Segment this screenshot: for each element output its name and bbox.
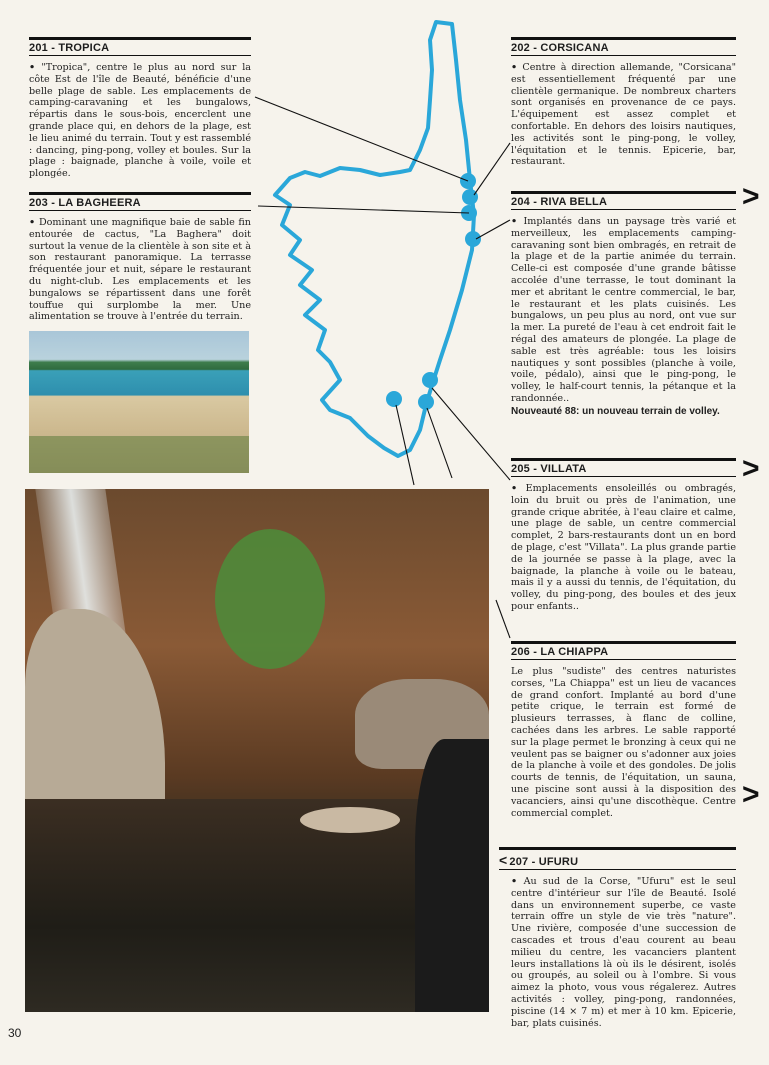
- marker-206: [418, 394, 434, 410]
- bullet-icon: •: [511, 62, 523, 73]
- bullet-icon: •: [29, 62, 42, 73]
- section-text: "Tropica", centre le plus au nord sur la côte Est de l'île de Beauté, bénéficie d'une belle plage de sable. Les emplacements de camping-caravaning et les bungalows, répartis dans le sous-bois, encerclent une grande place qui, en dehors de la plage, est le lieu animé du terrain. Tout y est rassemblé : dancing, ping-pong, volley et boules. Sur la plage : baignade, planche à voile, voile et plongée.: [29, 62, 251, 180]
- section-text: Emplacements ensoleillés ou ombragés, loin du bruit ou près de l'animation, une grande crique abritée, à l'eau claire et calme, une plage de sable, un centre commercial complet, 2 bars-restaurants dont un en bord de plage, c'est "Villata". La plus grande partie de la journée se passe à la plage, avec la baignade, la planche à voile ou le bateau, mais il y a aussi du tennis, de l'équitation, du volley, du ping-pong, des boules et des jeux pour enfants..: [511, 483, 736, 612]
- section-205: [511, 458, 736, 613]
- bullet-icon: •: [29, 217, 39, 228]
- section-title: 201 - TROPICA: [29, 37, 251, 56]
- section-text: Implantés dans un paysage très varié et merveilleux, les emplacements camping-caravaning sont bien ombragés, en retrait de la plage et de la partie animée du terrain. Celle-ci est composée d'une grande bâtisse accolée d'une terrasse, le tout dominant la mer et abritant le centre commercial, le bar, le restaurant et les plats cuisinés. Les bungalows, un peu plus au nord, ont vue sur la mer. La pureté de l'eau à cet endroit fait le régal des amateurs de plongée. La plage de sable est très agréable: tous les loisirs nautiques y sont possibles (planche à voile, voile, pédalo), ainsi que le ping-pong, le volley, le half-court tennis, la pétanque et la randonnée..: [511, 216, 737, 404]
- marker-205: [422, 372, 438, 388]
- arrow-left-icon: <: [499, 852, 508, 868]
- section-text: Le plus "sudiste" des centres naturistes corses, "La Chiappa" est un lieu de vacances de grand confort. Implanté au bord d'une petite crique, le terrain est formé de plusieurs terrasses, à flanc de colline, cachées dans les arbres. Le sable rapporté sur la plage permet le bronzing à ceux qui ne veulent pas se baigner ou s'adonner aux joies de la planche à voile et des gondoles. De jolis courts de tennis, de l'équitation, un sauna, une piscine sont aussi à la disposition des vacanciers, ainsi qu'une discothèque. Centre commercial complet.: [511, 666, 736, 819]
- beach-photo: [29, 331, 249, 473]
- corsica-outline: [275, 22, 474, 456]
- section-204: [511, 191, 736, 417]
- waterfall-photo: [25, 489, 489, 1012]
- arrow-right-icon: >: [742, 778, 760, 811]
- map-markers: [386, 173, 481, 410]
- section-title: 203 - LA BAGHEERA: [29, 192, 251, 211]
- section-text: Au sud de la Corse, "Ufuru" est le seul centre d'intérieur sur l'île de Beauté. Isolé dans un environnement superbe, ce vaste terrain offre un style de vie très "nature". Une rivière, composée d'une succession de cascades et trous d'eau courent au beau milieu du centre, les vacanciers plantent leurs installations là où ils le désirent, isolés ou groupés, au soleil ou à l'ombre. Si vous aimez la photo, vous vous régalerez. Autres activités : volley, ping-pong, randonnées, piscine (14 × 7 m) et mer à 10 km. Epicerie, bar, plats cuisinés.: [511, 876, 736, 1029]
- arrow-right-icon: >: [742, 452, 760, 485]
- section-text: Dominant une magnifique baie de sable fin entourée de cactus, "La Baghera" doit surtout la venue de la clientèle à son site et à son restaurant panoramique. La terrasse fréquentée jour et nuit, sépare le restaurant du night-club. Les emplacements et les bungalows se répartissent dans une forêt touffue qui surplombe la mer. Une alimentation se trouve à l'entrée du terrain.: [29, 217, 251, 323]
- marker-204: [465, 231, 481, 247]
- section-203: [29, 192, 251, 323]
- section-title: 205 - VILLATA: [511, 458, 736, 477]
- marker-202: [462, 189, 478, 205]
- section-202: [511, 37, 736, 168]
- section-title: 204 - RIVA BELLA: [511, 191, 736, 210]
- bullet-icon: •: [511, 216, 524, 227]
- section-title: 202 - CORSICANA: [511, 37, 736, 56]
- section-extra: Nouveauté 88: un nouveau terrain de volley.: [511, 405, 720, 417]
- marker-207: [386, 391, 402, 407]
- section-title: 207 - UFURU: [509, 856, 579, 868]
- section-201: [29, 37, 251, 180]
- section-title: 206 - LA CHIAPPA: [511, 641, 736, 660]
- bullet-icon: •: [511, 483, 526, 494]
- page-number: 30: [8, 1026, 22, 1040]
- arrow-right-icon: >: [742, 180, 760, 213]
- section-text: Centre à direction allemande, "Corsicana" est essentiellement fréquenté par une clientèle germanique. De nombreux charters sont organisés en provenance de ce pays. L'équipement est assez complet et confortable. En dehors des loisirs nautiques, les activités sont le ping-pong, le volley, l'équitation et le tennis. Epicerie, bar, restaurant.: [511, 62, 736, 168]
- section-206: [511, 641, 736, 819]
- section-207: [499, 847, 736, 1029]
- bullet-icon: •: [511, 876, 524, 887]
